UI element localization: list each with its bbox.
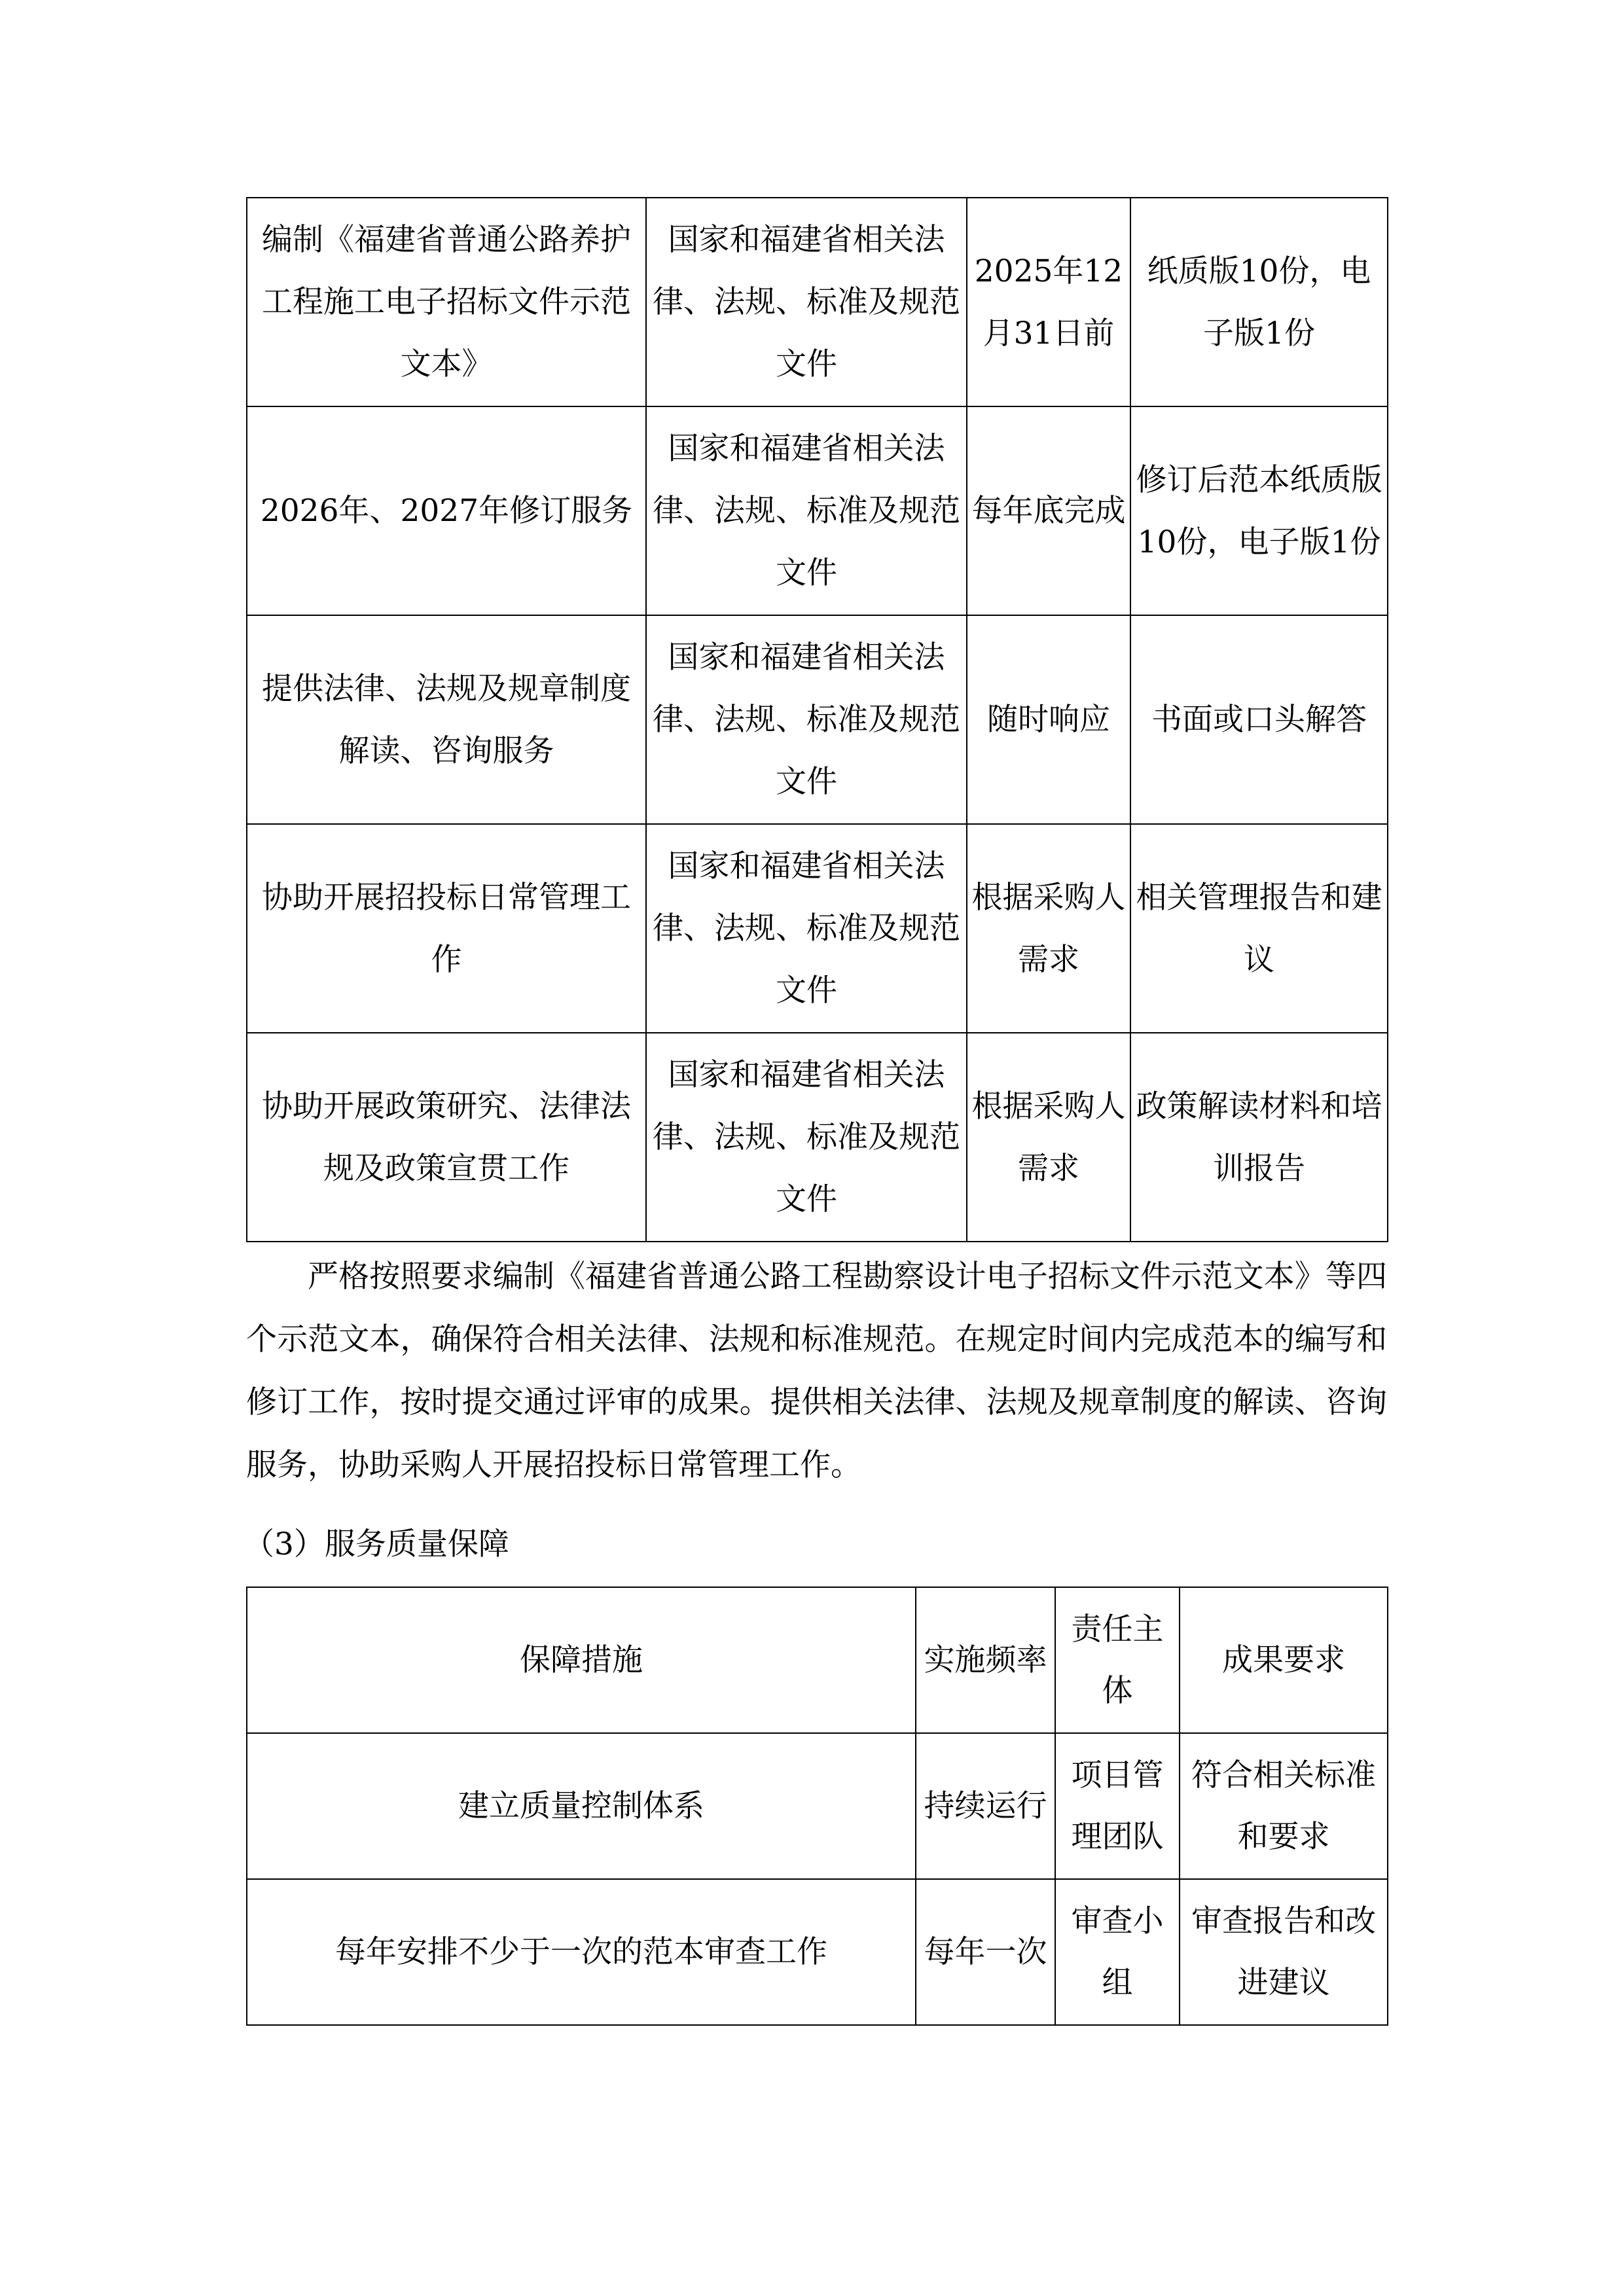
- table-cell: 协助开展政策研究、法律法规及政策宣贯工作: [247, 1033, 646, 1242]
- table-row: [247, 1033, 1388, 1242]
- table-cell: 国家和福建省相关法律、法规、标准及规范文件: [646, 615, 967, 824]
- table-cell: 编制《福建省普通公路养护工程施工电子招标文件示范文本》: [247, 198, 646, 406]
- table-cell: 政策解读材料和培训报告: [1130, 1033, 1388, 1242]
- table-cell: 建立质量控制体系: [247, 1733, 916, 1879]
- table-cell: 相关管理报告和建议: [1130, 824, 1388, 1033]
- table-cell: 纸质版10份，电子版1份: [1130, 198, 1388, 406]
- table-cell: 国家和福建省相关法律、法规、标准及规范文件: [646, 1033, 967, 1242]
- table-row: [247, 198, 1388, 406]
- table-cell: 审查小组: [1055, 1879, 1180, 2025]
- table-cell: 符合相关标准和要求: [1180, 1733, 1388, 1879]
- section-heading: （3）服务质量保障: [244, 1526, 509, 1562]
- table-cell: 国家和福建省相关法律、法规、标准及规范文件: [646, 406, 967, 615]
- table-cell: 修订后范本纸质版10份，电子版1份: [1130, 406, 1388, 615]
- table-cell: 2025年12月31日前: [967, 198, 1130, 406]
- table-cell: 提供法律、法规及规章制度解读、咨询服务: [247, 615, 646, 824]
- table-cell: 国家和福建省相关法律、法规、标准及规范文件: [646, 198, 967, 406]
- table-cell: 根据采购人需求: [967, 1033, 1130, 1242]
- column-header: 保障措施: [247, 1587, 916, 1733]
- table-cell: 审查报告和改进建议: [1180, 1879, 1388, 2025]
- body-paragraph: 严格按照要求编制《福建省普通公路工程勘察设计电子招标文件示范文本》等四个示范文本，确保符合相关法律、法规和标准规范。在规定时间内完成范本的编写和修订工作，按时提交通过评审的成果。提供相关法律、法规及规章制度的解读、咨询服务，协助采购人开展招投标日常管理工作。: [246, 1259, 1387, 1483]
- table-cell: 书面或口头解答: [1130, 615, 1388, 824]
- table-row: [247, 1733, 1388, 1879]
- table-cell: 每年安排不少于一次的范本审查工作: [247, 1879, 916, 2025]
- table-cell: 国家和福建省相关法律、法规、标准及规范文件: [646, 824, 967, 1033]
- table-row: [247, 406, 1388, 615]
- table-cell: 每年一次: [916, 1879, 1055, 2025]
- table-cell: 协助开展招投标日常管理工作: [247, 824, 646, 1033]
- table-cell: 根据采购人需求: [967, 824, 1130, 1033]
- column-header: 成果要求: [1180, 1587, 1388, 1733]
- table-cell: 持续运行: [916, 1733, 1055, 1879]
- column-header: 责任主体: [1055, 1587, 1180, 1733]
- column-header: 实施频率: [916, 1587, 1055, 1733]
- service-content-table: [246, 197, 1388, 1242]
- table-header-row: [247, 1587, 1388, 1733]
- table-cell: 项目管理团队: [1055, 1733, 1180, 1879]
- table-cell: 每年底完成: [967, 406, 1130, 615]
- quality-assurance-table: [246, 1587, 1388, 2026]
- table-row: [247, 1879, 1388, 2025]
- table-cell: 随时响应: [967, 615, 1130, 824]
- table-cell: 2026年、2027年修订服务: [247, 406, 646, 615]
- table-row: [247, 824, 1388, 1033]
- table-row: [247, 615, 1388, 824]
